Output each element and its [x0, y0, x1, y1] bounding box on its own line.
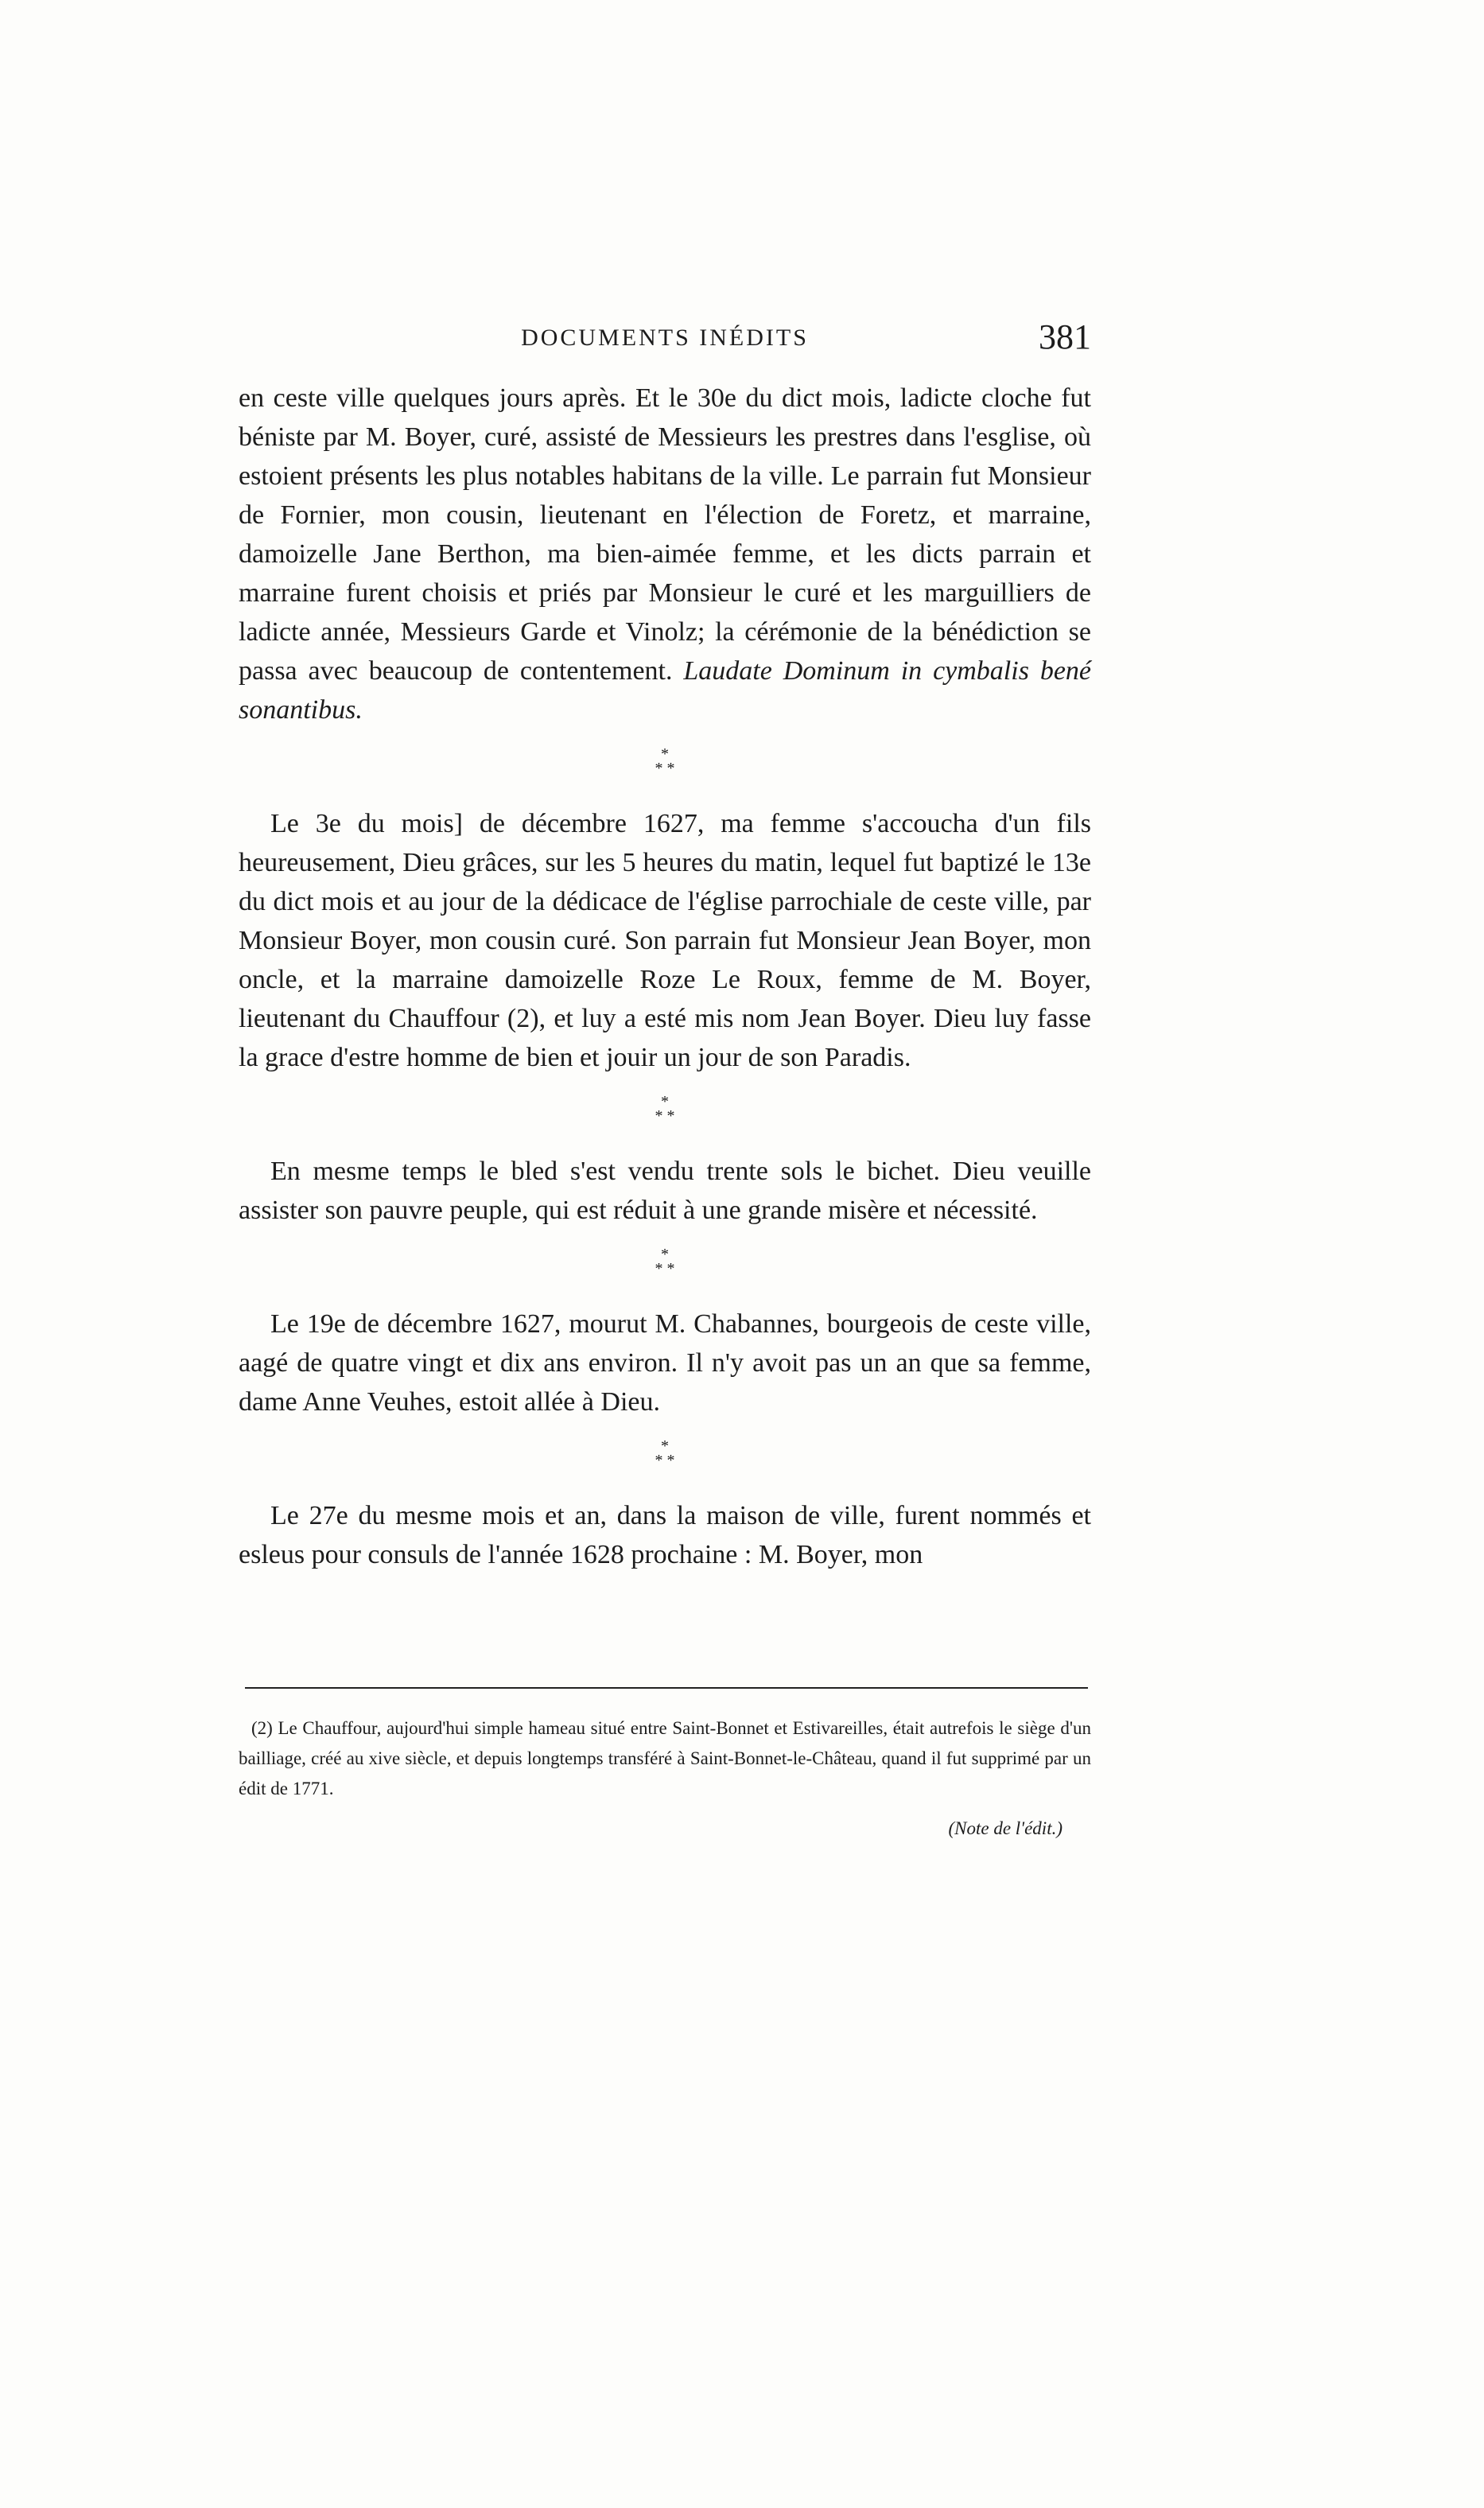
footnote-text: (2) Le Chauffour, aujourd'hui simple hameau situé entre Saint-Bonnet et Estivareilles, était autrefois le siège d'un bailliage, créé au xive siècle, et depuis longtemps transféré à Saint-Bonnet-le-Château, quand il fut supprimé par un édit de 1771. [239, 1718, 1091, 1798]
page-number: 381 [1039, 317, 1091, 356]
page-header [239, 317, 1091, 361]
paragraph-consuls: Le 27e du mesme mois et an, dans la maison de ville, furent nommés et esleus pour consuls de l'année 1628 prochaine : M. Boyer, mon [239, 1501, 1091, 1569]
separator-asterisk-top: * [661, 1093, 669, 1110]
separator-asterisk-bottom: * * [655, 1452, 675, 1469]
paragraph-bell-blessing [239, 379, 1091, 729]
section-separator [239, 729, 1091, 804]
separator-asterisk-bottom: * * [655, 1107, 675, 1125]
separator-asterisk-top: * [661, 1437, 669, 1455]
section-separator [239, 1421, 1091, 1496]
separator-asterisk-bottom: * * [655, 760, 675, 777]
paragraph-wheat-price: En mesme temps le bled s'est vendu trente sols le bichet. Dieu veuille assister son pauvre peuple, qui est réduit à une grande misère et nécessité. [239, 1157, 1091, 1225]
paragraph-death: Le 19e de décembre 1627, mourut M. Chabannes, bourgeois de ceste ville, aagé de quatre vingt et dix ans environ. Il n'y avoit pas un an que sa femme, dame Anne Veuhes, estoit allée à Dieu. [239, 1309, 1091, 1417]
editor-note: (Note de l'édit.) [948, 1818, 1062, 1838]
paragraph-birth: Le 3e du mois] de décembre 1627, ma femme s'accoucha d'un fils heureusement, Dieu grâces, sur les 5 heures du matin, lequel fut baptizé le 13e du dict mois et au jour de la dédicace de l'église parrochiale de ceste ville, par Monsieur Boyer, mon cousin curé. Son parrain fut Monsieur Jean Boyer, mon oncle, et la marraine damoizelle Roze Le Roux, femme de M. Boyer, lieutenant du Chauffour (2), et luy a esté mis nom Jean Boyer. Dieu luy fasse la grace d'estre homme de bien et jouir un jour de son Paradis. [239, 809, 1091, 1072]
section-separator [239, 1230, 1091, 1305]
separator-asterisk-top: * [661, 745, 669, 763]
footnotes [239, 1713, 1091, 1844]
running-title: DOCUMENTS INÉDITS [521, 325, 809, 351]
section-separator [239, 1077, 1091, 1152]
footnote-rule [245, 1687, 1088, 1689]
latin-quote: Laudate Dominum in cymbalis bené sonantibus. [239, 656, 1091, 725]
separator-asterisk-bottom: * * [655, 1260, 675, 1277]
paragraph-text: en ceste ville quelques jours après. Et le 30e du dict mois, ladicte cloche fut béniste par M. Boyer, curé, assisté de Messieurs les prestres dans l'esglise, où estoient présents les plus notables habitans de la ville. Le parrain fut Monsieur de Fornier, mon cousin, lieutenant en l'élection de Foretz, et marraine, damoizelle Jane Berthon, ma bien-aimée femme, et les dicts parrain et marraine furent choisis et priés par Monsieur le curé et les marguilliers de ladicte année, Messieurs Garde et Vinolz; la cérémonie de la bénédiction se passa avec beaucoup de contentement. [239, 383, 1091, 686]
body-text [239, 379, 1091, 1574]
separator-asterisk-top: * [661, 1246, 669, 1263]
